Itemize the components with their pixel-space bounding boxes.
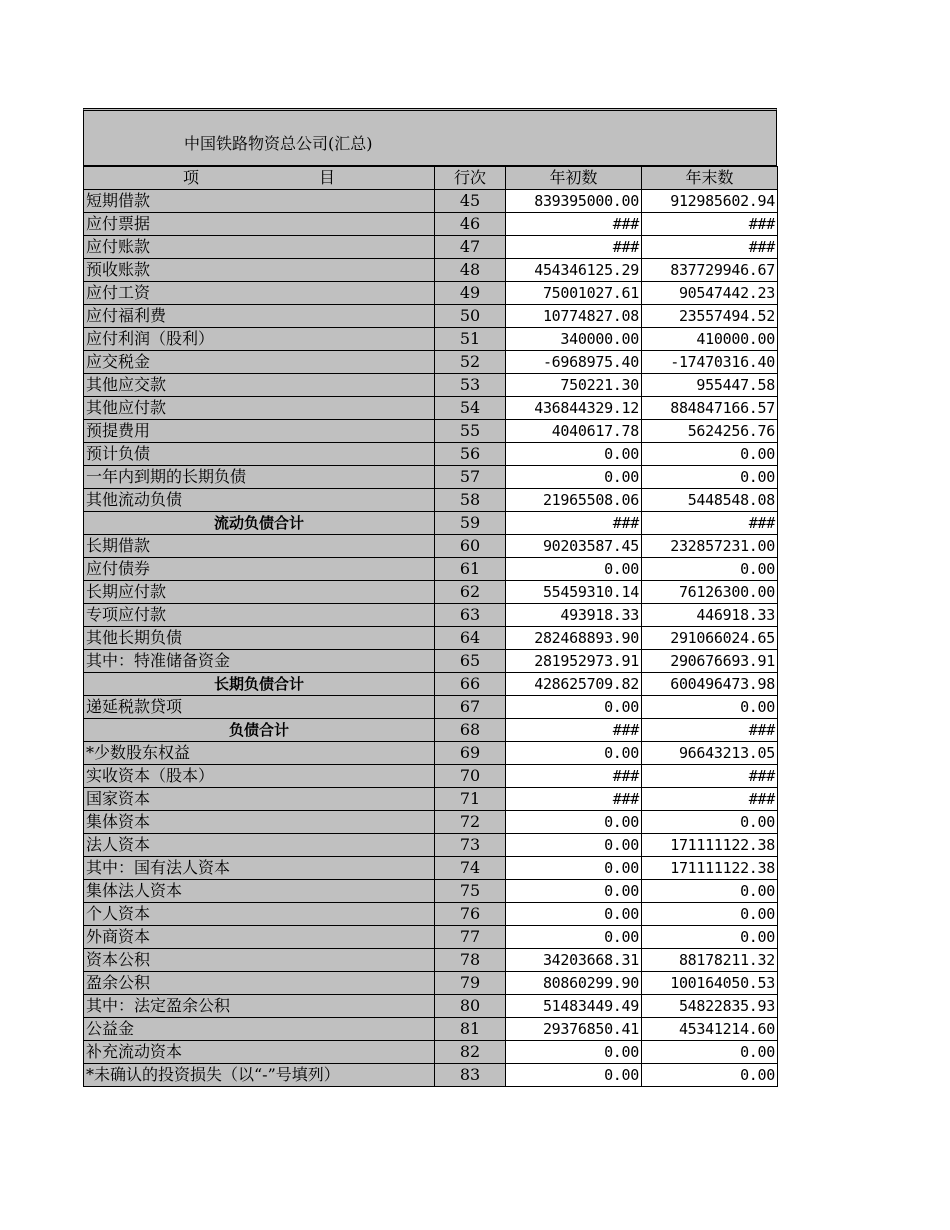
begin-value-cell[interactable]: 55459310.14	[506, 581, 642, 604]
table-row	[84, 857, 778, 880]
end-value-cell[interactable]: 23557494.52	[642, 305, 778, 328]
row-number-cell[interactable]: 67	[435, 696, 506, 719]
begin-value-cell[interactable]: ###	[506, 765, 642, 788]
end-value-cell[interactable]: 100164050.53	[642, 972, 778, 995]
row-number-cell[interactable]: 47	[435, 236, 506, 259]
item-name-cell[interactable]: 其他长期负债	[84, 627, 435, 650]
begin-value-cell[interactable]: 0.00	[506, 926, 642, 949]
end-value-cell[interactable]: 171111122.38	[642, 834, 778, 857]
begin-value-cell[interactable]: 0.00	[506, 443, 642, 466]
begin-value-cell[interactable]: ###	[506, 236, 642, 259]
item-name-cell[interactable]: 其中：法定盈余公积	[84, 995, 435, 1018]
row-number-cell[interactable]: 53	[435, 374, 506, 397]
item-name-cell[interactable]: 应付工资	[84, 282, 435, 305]
end-value-cell[interactable]: 76126300.00	[642, 581, 778, 604]
begin-value-cell[interactable]: 493918.33	[506, 604, 642, 627]
row-number-cell[interactable]: 73	[435, 834, 506, 857]
item-name-cell[interactable]: 递延税款贷项	[84, 696, 435, 719]
table-row	[84, 742, 778, 765]
table-row	[84, 443, 778, 466]
row-number-cell[interactable]: 71	[435, 788, 506, 811]
end-value-cell[interactable]: 291066024.65	[642, 627, 778, 650]
end-value-cell[interactable]: 90547442.23	[642, 282, 778, 305]
table-row	[84, 535, 778, 558]
header-begin: 年初数	[506, 167, 642, 190]
row-number-cell[interactable]: 70	[435, 765, 506, 788]
table-row	[84, 650, 778, 673]
table-row	[84, 972, 778, 995]
table-row	[84, 926, 778, 949]
begin-value-cell[interactable]: 0.00	[506, 811, 642, 834]
item-name-cell[interactable]: 长期应付款	[84, 581, 435, 604]
begin-value-cell[interactable]: 0.00	[506, 1041, 642, 1064]
begin-value-cell[interactable]: 281952973.91	[506, 650, 642, 673]
row-number-cell[interactable]: 68	[435, 719, 506, 742]
item-name-cell[interactable]: 应付账款	[84, 236, 435, 259]
row-number-cell[interactable]: 60	[435, 535, 506, 558]
end-value-cell[interactable]: ###	[642, 788, 778, 811]
row-number-cell[interactable]: 61	[435, 558, 506, 581]
end-value-cell[interactable]: 912985602.94	[642, 190, 778, 213]
row-number-cell[interactable]: 65	[435, 650, 506, 673]
balance-sheet	[83, 108, 777, 1087]
end-value-cell[interactable]: 446918.33	[642, 604, 778, 627]
row-number-cell[interactable]: 55	[435, 420, 506, 443]
begin-value-cell[interactable]: 34203668.31	[506, 949, 642, 972]
end-value-cell[interactable]: 410000.00	[642, 328, 778, 351]
table-row	[84, 397, 778, 420]
end-value-cell[interactable]: 88178211.32	[642, 949, 778, 972]
row-number-cell[interactable]: 48	[435, 259, 506, 282]
item-name-cell[interactable]: 应付票据	[84, 213, 435, 236]
begin-value-cell[interactable]: 75001027.61	[506, 282, 642, 305]
begin-value-cell[interactable]: ###	[506, 788, 642, 811]
begin-value-cell[interactable]: 0.00	[506, 1064, 642, 1087]
end-value-cell[interactable]: 955447.58	[642, 374, 778, 397]
begin-value-cell[interactable]: 80860299.90	[506, 972, 642, 995]
end-value-cell[interactable]: 837729946.67	[642, 259, 778, 282]
item-name-cell[interactable]: 流动负债合计	[84, 512, 435, 535]
begin-value-cell[interactable]: 0.00	[506, 466, 642, 489]
header-item-left: 项	[182, 168, 199, 187]
table-row	[84, 765, 778, 788]
end-value-cell[interactable]: 0.00	[642, 903, 778, 926]
table-row	[84, 834, 778, 857]
end-value-cell[interactable]: 0.00	[642, 926, 778, 949]
table-row	[84, 374, 778, 397]
table-row	[84, 558, 778, 581]
item-name-cell[interactable]: 短期借款	[84, 190, 435, 213]
begin-value-cell[interactable]: 340000.00	[506, 328, 642, 351]
item-name-cell[interactable]: 长期负债合计	[84, 673, 435, 696]
end-value-cell[interactable]: ###	[642, 765, 778, 788]
item-name-cell[interactable]: 一年内到期的长期负债	[84, 466, 435, 489]
item-name-cell[interactable]: 其中：特准储备资金	[84, 650, 435, 673]
end-value-cell[interactable]: 0.00	[642, 558, 778, 581]
table-row	[84, 949, 778, 972]
item-name-cell[interactable]: 盈余公积	[84, 972, 435, 995]
item-name-cell[interactable]: 集体法人资本	[84, 880, 435, 903]
end-value-cell[interactable]: 0.00	[642, 1041, 778, 1064]
end-value-cell[interactable]: 884847166.57	[642, 397, 778, 420]
begin-value-cell[interactable]: ###	[506, 719, 642, 742]
row-number-cell[interactable]: 50	[435, 305, 506, 328]
table-row	[84, 259, 778, 282]
table-row	[84, 351, 778, 374]
begin-value-cell[interactable]: 0.00	[506, 857, 642, 880]
row-number-cell[interactable]: 74	[435, 857, 506, 880]
begin-value-cell[interactable]: 428625709.82	[506, 673, 642, 696]
row-number-cell[interactable]: 69	[435, 742, 506, 765]
item-name-cell[interactable]: *未确认的投资损失（以“-”号填列）	[84, 1064, 435, 1087]
table-row	[84, 213, 778, 236]
table-row	[84, 696, 778, 719]
item-name-cell[interactable]: 其他应交款	[84, 374, 435, 397]
end-value-cell[interactable]: ###	[642, 719, 778, 742]
end-value-cell[interactable]: 5448548.08	[642, 489, 778, 512]
item-name-cell[interactable]: 补充流动资本	[84, 1041, 435, 1064]
begin-value-cell[interactable]: 4040617.78	[506, 420, 642, 443]
table-row	[84, 282, 778, 305]
item-name-cell[interactable]: 应付债券	[84, 558, 435, 581]
end-value-cell[interactable]: 290676693.91	[642, 650, 778, 673]
row-number-cell[interactable]: 81	[435, 1018, 506, 1041]
begin-value-cell[interactable]: 90203587.45	[506, 535, 642, 558]
row-number-cell[interactable]: 83	[435, 1064, 506, 1087]
row-number-cell[interactable]: 77	[435, 926, 506, 949]
row-number-cell[interactable]: 75	[435, 880, 506, 903]
item-name-cell[interactable]: 负债合计	[84, 719, 435, 742]
item-name-cell[interactable]: 其他流动负债	[84, 489, 435, 512]
begin-value-cell[interactable]: 0.00	[506, 834, 642, 857]
end-value-cell[interactable]: 0.00	[642, 696, 778, 719]
end-value-cell[interactable]: 0.00	[642, 466, 778, 489]
row-number-cell[interactable]: 46	[435, 213, 506, 236]
table-row	[84, 880, 778, 903]
liabilities-table	[83, 166, 778, 1087]
subtotal-row	[84, 673, 778, 696]
table-row	[84, 627, 778, 650]
company-title: 中国铁路物资总公司(汇总)	[184, 134, 373, 153]
item-name-cell[interactable]: 长期借款	[84, 535, 435, 558]
header-item-right: 目	[319, 168, 336, 187]
item-name-cell[interactable]: 资本公积	[84, 949, 435, 972]
subtotal-row	[84, 512, 778, 535]
row-number-cell[interactable]: 59	[435, 512, 506, 535]
item-name-cell[interactable]: 实收资本（股本）	[84, 765, 435, 788]
item-name-cell[interactable]: 法人资本	[84, 834, 435, 857]
item-name-cell[interactable]: 预提费用	[84, 420, 435, 443]
table-row	[84, 466, 778, 489]
row-number-cell[interactable]: 76	[435, 903, 506, 926]
row-number-cell[interactable]: 58	[435, 489, 506, 512]
begin-value-cell[interactable]: 436844329.12	[506, 397, 642, 420]
table-row	[84, 788, 778, 811]
item-name-cell[interactable]: 应付利润（股利）	[84, 328, 435, 351]
begin-value-cell[interactable]: 10774827.08	[506, 305, 642, 328]
row-number-cell[interactable]: 62	[435, 581, 506, 604]
end-value-cell[interactable]: ###	[642, 236, 778, 259]
begin-value-cell[interactable]: 0.00	[506, 696, 642, 719]
begin-value-cell[interactable]: 839395000.00	[506, 190, 642, 213]
row-number-cell[interactable]: 66	[435, 673, 506, 696]
end-value-cell[interactable]: 232857231.00	[642, 535, 778, 558]
end-value-cell[interactable]: 600496473.98	[642, 673, 778, 696]
begin-value-cell[interactable]: 29376850.41	[506, 1018, 642, 1041]
row-number-cell[interactable]: 72	[435, 811, 506, 834]
header-end: 年末数	[642, 167, 778, 190]
row-number-cell[interactable]: 57	[435, 466, 506, 489]
row-number-cell[interactable]: 79	[435, 972, 506, 995]
begin-value-cell[interactable]: 0.00	[506, 903, 642, 926]
end-value-cell[interactable]: ###	[642, 213, 778, 236]
table-row	[84, 305, 778, 328]
begin-value-cell[interactable]: 0.00	[506, 558, 642, 581]
table-row	[84, 1018, 778, 1041]
item-name-cell[interactable]: 其他应付款	[84, 397, 435, 420]
row-number-cell[interactable]: 64	[435, 627, 506, 650]
end-value-cell[interactable]: 0.00	[642, 811, 778, 834]
begin-value-cell[interactable]: 21965508.06	[506, 489, 642, 512]
item-name-cell[interactable]: 其中：国有法人资本	[84, 857, 435, 880]
begin-value-cell[interactable]: 51483449.49	[506, 995, 642, 1018]
item-name-cell[interactable]: 应付福利费	[84, 305, 435, 328]
begin-value-cell[interactable]: ###	[506, 512, 642, 535]
item-name-cell[interactable]: 专项应付款	[84, 604, 435, 627]
table-row	[84, 1064, 778, 1087]
item-name-cell[interactable]: *少数股东权益	[84, 742, 435, 765]
table-row	[84, 328, 778, 351]
header-row	[84, 167, 778, 190]
row-number-cell[interactable]: 78	[435, 949, 506, 972]
item-name-cell[interactable]: 公益金	[84, 1018, 435, 1041]
header-row-no: 行次	[435, 167, 506, 190]
table-row	[84, 489, 778, 512]
item-name-cell[interactable]: 应交税金	[84, 351, 435, 374]
item-name-cell[interactable]: 国家资本	[84, 788, 435, 811]
row-number-cell[interactable]: 49	[435, 282, 506, 305]
begin-value-cell[interactable]: ###	[506, 213, 642, 236]
row-number-cell[interactable]: 52	[435, 351, 506, 374]
begin-value-cell[interactable]: -6968975.40	[506, 351, 642, 374]
begin-value-cell[interactable]: 0.00	[506, 742, 642, 765]
row-number-cell[interactable]: 51	[435, 328, 506, 351]
table-row	[84, 903, 778, 926]
table-row	[84, 581, 778, 604]
begin-value-cell[interactable]: 0.00	[506, 880, 642, 903]
row-number-cell[interactable]: 54	[435, 397, 506, 420]
table-row	[84, 190, 778, 213]
title-row	[83, 108, 777, 166]
table-row	[84, 1041, 778, 1064]
row-number-cell[interactable]: 45	[435, 190, 506, 213]
begin-value-cell[interactable]: 750221.30	[506, 374, 642, 397]
subtotal-row	[84, 719, 778, 742]
table-row	[84, 236, 778, 259]
begin-value-cell[interactable]: 282468893.90	[506, 627, 642, 650]
row-number-cell[interactable]: 56	[435, 443, 506, 466]
item-name-cell[interactable]: 外商资本	[84, 926, 435, 949]
item-name-cell[interactable]: 预收账款	[84, 259, 435, 282]
end-value-cell[interactable]: 171111122.38	[642, 857, 778, 880]
end-value-cell[interactable]: 0.00	[642, 443, 778, 466]
end-value-cell[interactable]: 5624256.76	[642, 420, 778, 443]
end-value-cell[interactable]: 45341214.60	[642, 1018, 778, 1041]
item-name-cell[interactable]: 集体资本	[84, 811, 435, 834]
table-row	[84, 604, 778, 627]
row-number-cell[interactable]: 82	[435, 1041, 506, 1064]
table-row	[84, 995, 778, 1018]
end-value-cell[interactable]: ###	[642, 512, 778, 535]
item-name-cell[interactable]: 预计负债	[84, 443, 435, 466]
end-value-cell[interactable]: 96643213.05	[642, 742, 778, 765]
end-value-cell[interactable]: 0.00	[642, 880, 778, 903]
end-value-cell[interactable]: 0.00	[642, 1064, 778, 1087]
row-number-cell[interactable]: 80	[435, 995, 506, 1018]
begin-value-cell[interactable]: 454346125.29	[506, 259, 642, 282]
item-name-cell[interactable]: 个人资本	[84, 903, 435, 926]
header-item	[84, 167, 435, 190]
end-value-cell[interactable]: 54822835.93	[642, 995, 778, 1018]
table-row	[84, 420, 778, 443]
row-number-cell[interactable]: 63	[435, 604, 506, 627]
end-value-cell[interactable]: -17470316.40	[642, 351, 778, 374]
table-row	[84, 811, 778, 834]
